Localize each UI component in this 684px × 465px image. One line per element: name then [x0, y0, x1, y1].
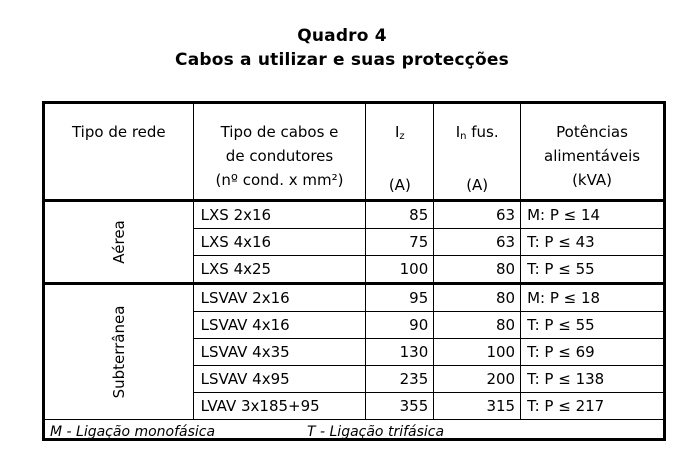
header-power-line3: (kVA) — [572, 171, 613, 189]
header-in-main: I — [455, 123, 461, 141]
cell-iz: 355 — [366, 392, 434, 419]
cell-in: 80 — [434, 311, 521, 338]
cell-in: 80 — [434, 255, 521, 283]
cell-power: T: P ≤ 69 — [521, 338, 663, 365]
cell-in: 200 — [434, 365, 521, 392]
cell-cable: LXS 4x25 — [193, 255, 366, 283]
table-row — [45, 200, 663, 228]
cell-iz: 130 — [366, 338, 434, 365]
cell-in: 63 — [434, 200, 521, 228]
cell-cable: LSVAV 4x16 — [193, 311, 366, 338]
cell-power: T: P ≤ 43 — [521, 228, 663, 255]
header-in-fus-unit: (A) — [466, 176, 489, 194]
header-network-type-label: Tipo de rede — [71, 123, 166, 141]
header-cable-type-line2: de condutores — [225, 147, 334, 165]
cell-in: 63 — [434, 228, 521, 255]
footnote-monophase: M - Ligação monofásica — [50, 424, 216, 440]
cell-iz: 75 — [366, 228, 434, 255]
header-cable-type-line1: Tipo de cabos e — [220, 123, 339, 141]
cell-power: M: P ≤ 14 — [521, 200, 663, 228]
header-power — [521, 104, 663, 200]
cell-iz: 235 — [366, 365, 434, 392]
group-subterranea — [45, 283, 193, 419]
header-network-type — [45, 104, 193, 200]
table-number-title: Quadro 4 — [297, 26, 387, 46]
group-subterranea-label: Subterrânea — [109, 305, 128, 398]
cell-power: T: P ≤ 138 — [521, 365, 663, 392]
table-caption: Cabos a utilizar e suas protecções — [175, 50, 509, 70]
header-in-rest: fus. — [466, 123, 499, 141]
cables-grid — [45, 104, 663, 445]
group-aerea-label: Aérea — [109, 219, 128, 264]
cell-in: 315 — [434, 392, 521, 419]
group-aerea — [45, 200, 193, 283]
cell-cable: LSVAV 2x16 — [193, 283, 366, 311]
header-in-fus — [434, 104, 521, 200]
header-cable-type-line3: (nº cond. x mm²) — [215, 171, 344, 189]
cell-cable: LVAV 3x185+95 — [193, 392, 366, 419]
cell-iz: 95 — [366, 283, 434, 311]
footnote — [45, 419, 663, 445]
header-iz-main: I — [394, 123, 400, 141]
header-iz-label — [366, 120, 433, 149]
header-cable-type — [193, 104, 366, 200]
header-row — [45, 104, 663, 200]
cell-iz: 85 — [366, 200, 434, 228]
cell-cable: LSVAV 4x95 — [193, 365, 366, 392]
cell-power: T: P ≤ 55 — [521, 255, 663, 283]
cell-iz: 90 — [366, 311, 434, 338]
cell-power: M: P ≤ 18 — [521, 283, 663, 311]
header-iz — [366, 104, 434, 200]
footnote-row — [45, 419, 663, 445]
table-row — [45, 283, 663, 311]
header-iz-sub: z — [399, 131, 405, 142]
cell-in: 80 — [434, 283, 521, 311]
cell-cable: LXS 2x16 — [193, 200, 366, 228]
cell-power: T: P ≤ 55 — [521, 311, 663, 338]
cell-cable: LSVAV 4x35 — [193, 338, 366, 365]
cell-in: 100 — [434, 338, 521, 365]
cell-iz: 100 — [366, 255, 434, 283]
cell-power: T: P ≤ 217 — [521, 392, 663, 419]
header-in-fus-label — [434, 120, 520, 149]
cell-cable: LXS 4x16 — [193, 228, 366, 255]
footnote-triphase: T - Ligação trifásica — [307, 424, 445, 440]
header-power-line2: alimentáveis — [544, 147, 641, 165]
header-in-sub: n — [460, 131, 467, 142]
cables-table — [42, 101, 666, 441]
header-iz-unit: (A) — [388, 176, 411, 194]
header-power-line1: Potências — [556, 123, 628, 141]
